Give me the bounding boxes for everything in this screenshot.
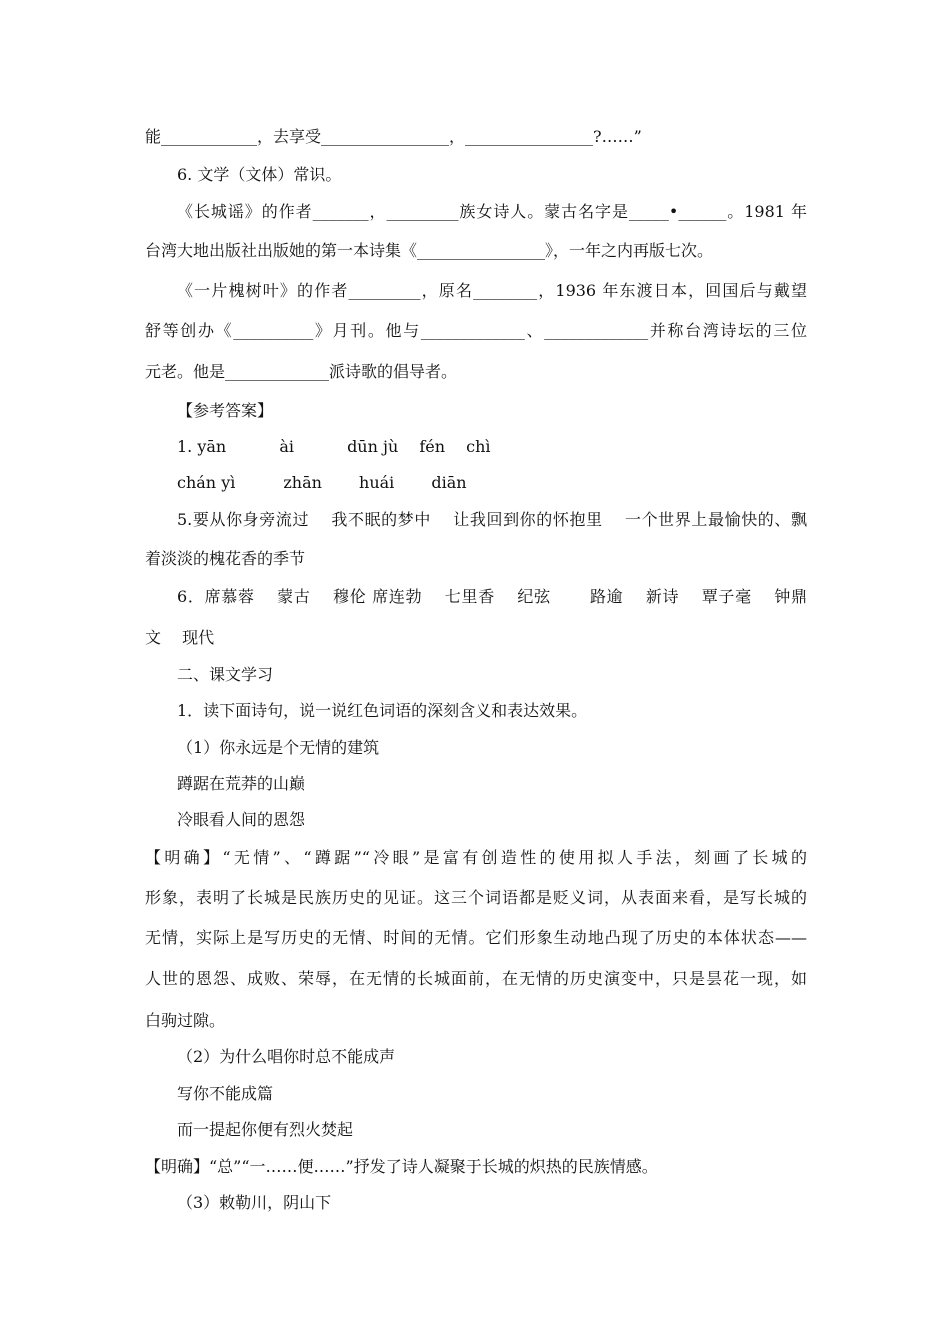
text-line: 人世的恩怨、成败、荣辱，在无情的长城面前，在无情的历史演变中，只是昙花一现，如	[145, 969, 807, 988]
answer-heading: 【参考答案】	[177, 401, 274, 420]
text-line: 【明确】“无情”、“蹲踞”“冷眼”是富有创造性的使用拟人手法，刻画了长城的	[145, 848, 807, 867]
text-line: 着淡淡的槐花香的季节	[145, 549, 306, 568]
text-line: 无情，实际上是写历史的无情、时间的无情。它们形象生动地凸现了历史的本体状态——	[145, 928, 807, 947]
text-line: 【明确】“总”“一……便……”抒发了诗人凝聚于长城的炽热的民族情感。	[145, 1157, 658, 1176]
text-line: 《长城谣》的作者_______，_________族女诗人。蒙古名字是_____•______。1981 年	[177, 202, 807, 221]
text-line: 而一提起你便有烈火焚起	[177, 1120, 354, 1139]
text-line: 形象，表明了长城是民族历史的见证。这三个词语都是贬义词，从表面来看，是写长城的	[145, 888, 807, 907]
text-line: （1）你永远是个无情的建筑	[177, 738, 380, 757]
text-line: 5.要从你身旁流过 我不眠的梦中 让我回到你的怀抱里 一个世界上最愉快的、飘	[177, 510, 807, 529]
section-heading: 6. 文学（文体）常识。	[177, 165, 342, 184]
text-line: 写你不能成篇	[177, 1084, 274, 1103]
text-line: 1. yān ài dūn jù fén chì	[177, 437, 491, 456]
text-line: 《一片槐树叶》的作者_________，原名________，1936 年东渡日本，回国后与戴望	[177, 281, 807, 300]
text-line: （3）敕勒川，阴山下	[177, 1193, 332, 1212]
text-line: 能____________，去享受________________，________________?……”	[145, 127, 642, 146]
text-line: 白驹过隙。	[145, 1011, 226, 1030]
text-line: 1．读下面诗句，说一说红色词语的深刻含义和表达效果。	[177, 701, 588, 720]
text-line: 元老。他是_____________派诗歌的倡导者。	[145, 362, 458, 381]
text-line: 台湾大地出版社出版她的第一本诗集《________________》，一年之内再版七次。	[145, 241, 714, 260]
text-line: 蹲踞在荒莽的山巅	[177, 774, 306, 793]
text-line: （2）为什么唱你时总不能成声	[177, 1047, 396, 1066]
text-line: 舒等创办《__________》月刊。他与_____________、_____________并称台湾诗坛的三位	[145, 321, 807, 340]
text-line: chán yì zhān huái diān	[177, 473, 467, 492]
section-heading: 二、课文学习	[177, 665, 274, 684]
text-line: 6．席慕蓉 蒙古 穆伦 席连勃 七里香 纪弦 路逾 新诗 覃子毫 钟鼎	[177, 587, 807, 606]
text-line: 冷眼看人间的恩怨	[177, 810, 306, 829]
text-line: 文 现代	[145, 628, 215, 647]
